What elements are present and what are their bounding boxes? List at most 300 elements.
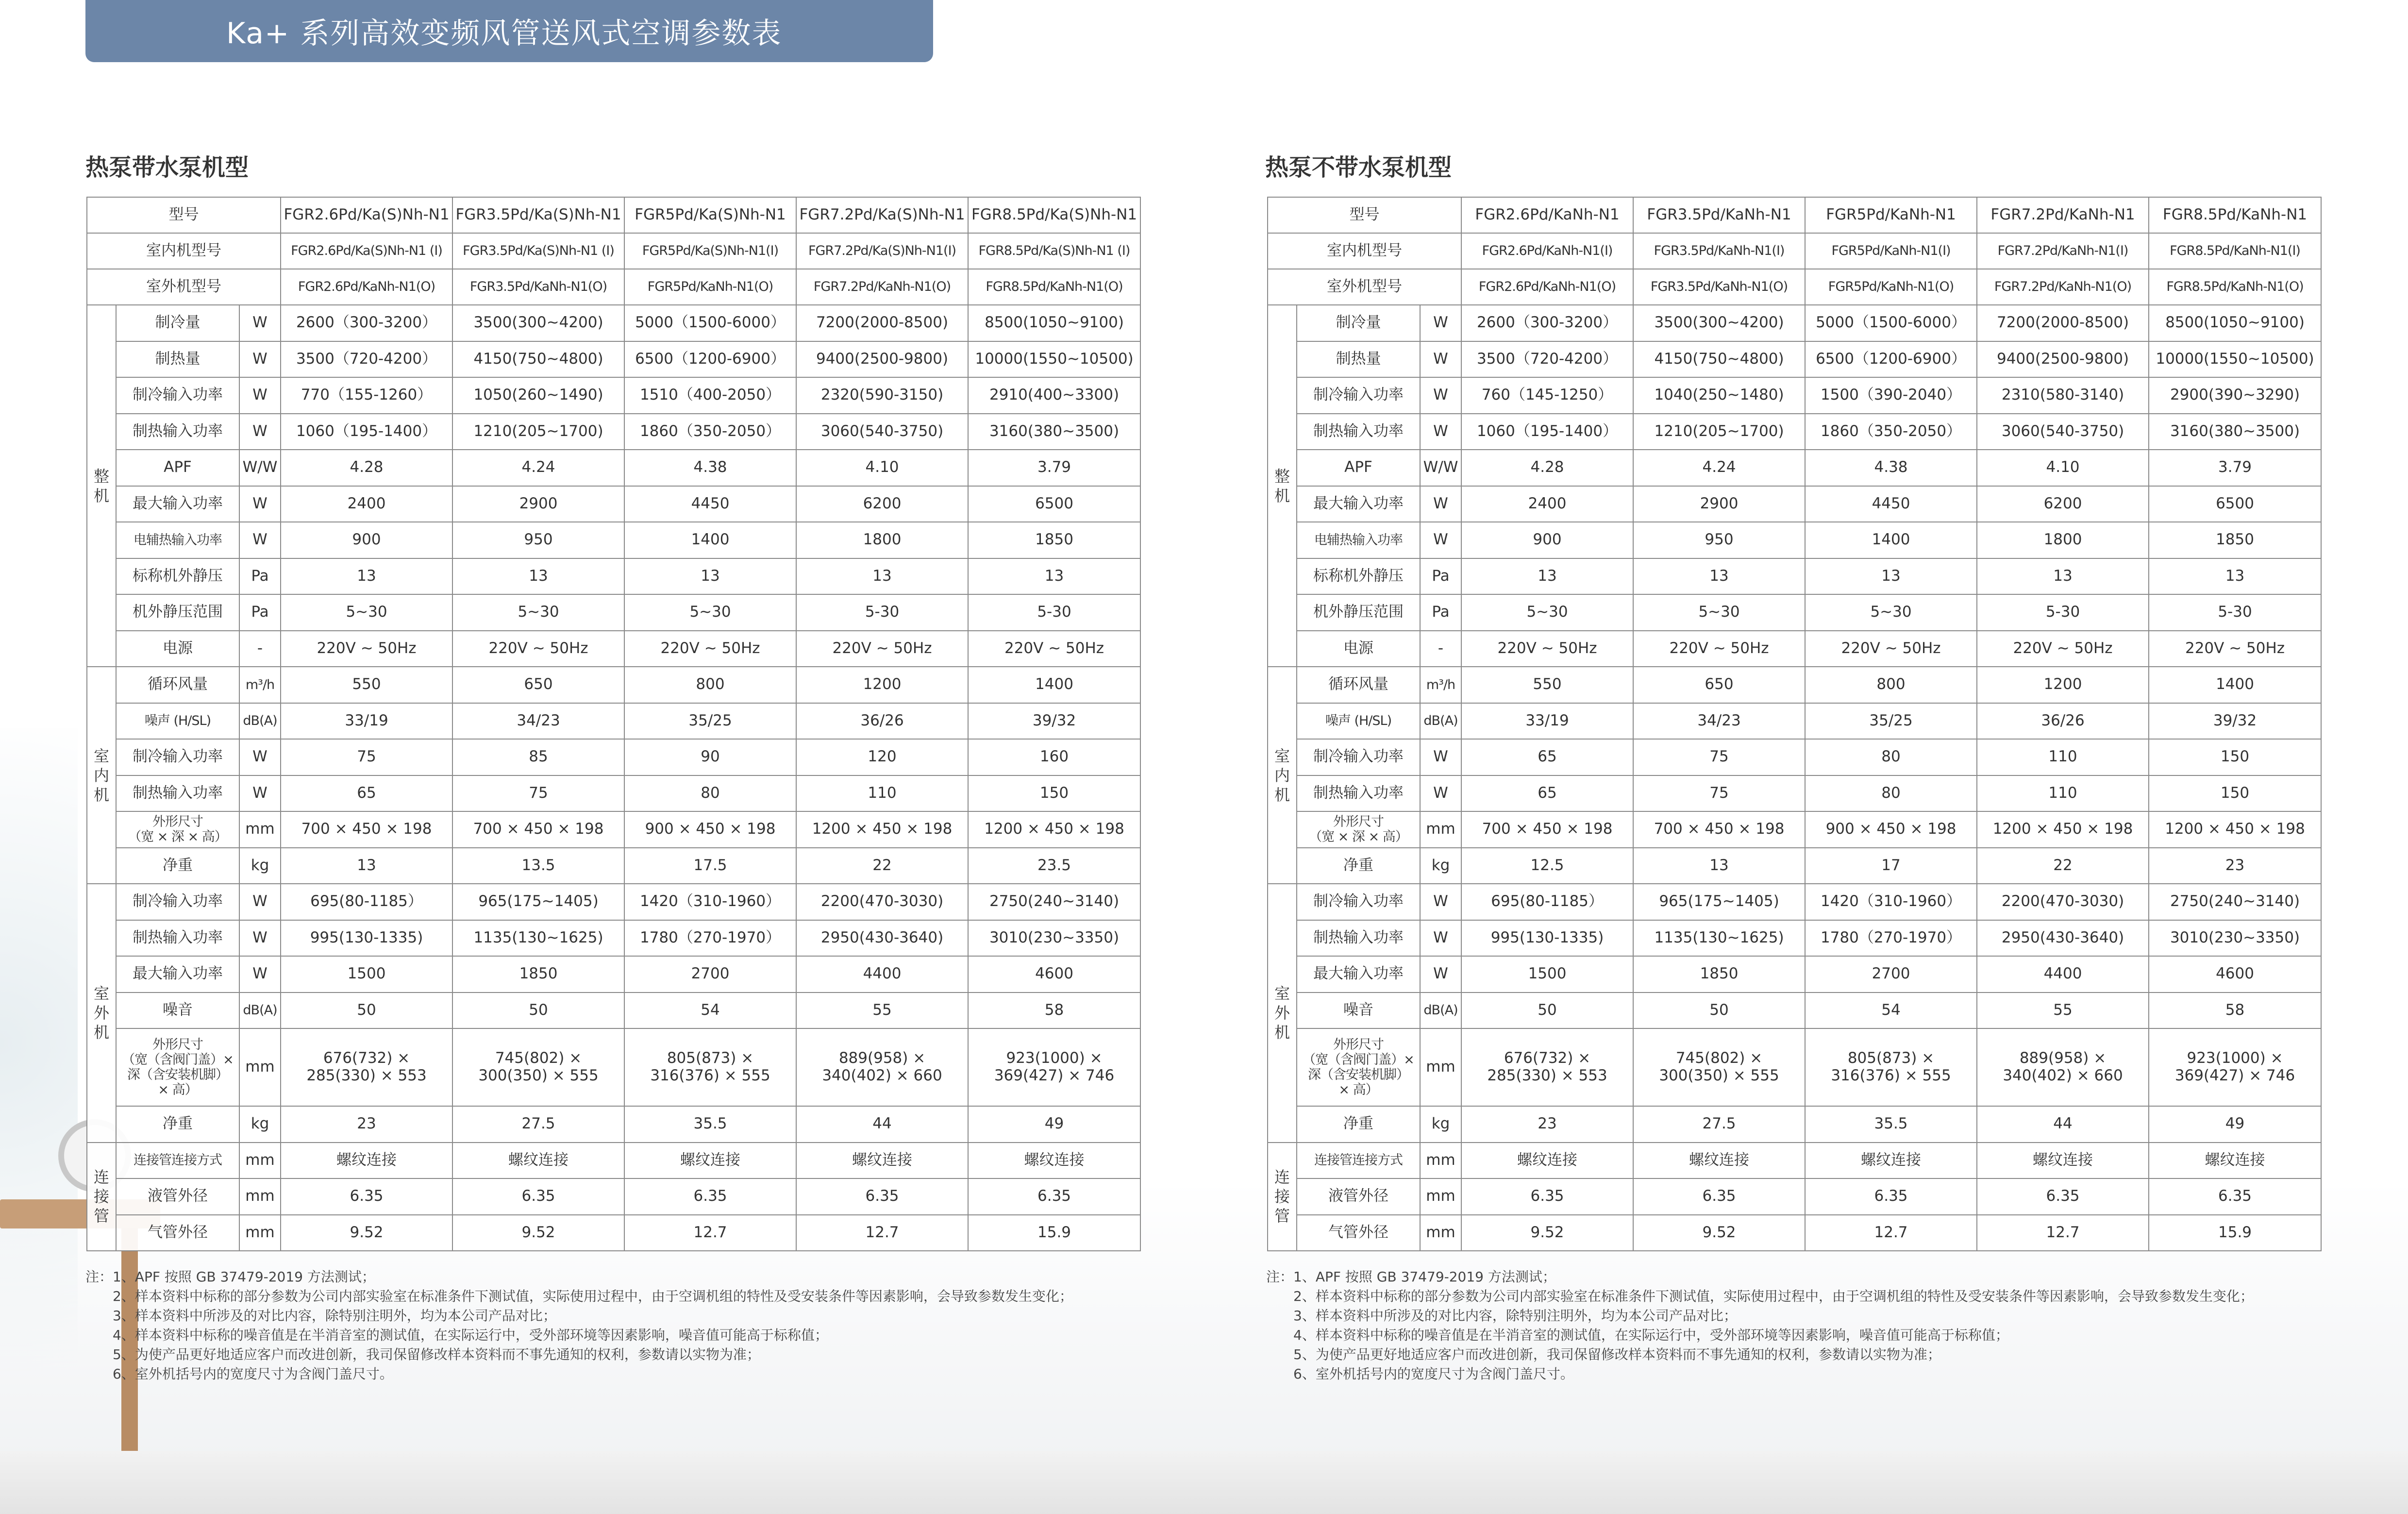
- table-row: [1268, 341, 2321, 378]
- model-cell: FGR2.6Pd/Ka(S)Nh-N1 (I): [281, 233, 452, 269]
- param-label: APF: [116, 450, 239, 486]
- value-cell: 150: [2149, 739, 2321, 775]
- model-cell: FGR3.5Pd/KaNh-N1(O): [452, 269, 624, 305]
- param-label: 制冷量: [116, 305, 239, 341]
- value-cell: 900 × 450 × 198: [1805, 811, 1977, 848]
- value-cell: 3500(300~4200): [452, 305, 624, 341]
- value-cell: 49: [2149, 1106, 2321, 1143]
- value-cell: 923(1000) × 369(427) × 746: [2149, 1028, 2321, 1106]
- value-cell: 2700: [624, 956, 796, 993]
- unit-cell: W: [1420, 920, 1461, 957]
- notes-without-pump: [1266, 1267, 2254, 1384]
- param-label: 电辅热输入功率: [1297, 522, 1420, 558]
- value-cell: 676(732) × 285(330) × 553: [1461, 1028, 1633, 1106]
- unit-cell: mm: [1420, 1215, 1461, 1251]
- value-cell: 9.52: [1633, 1215, 1805, 1251]
- value-cell: 2320(590-3150): [796, 377, 968, 414]
- value-cell: 3010(230~3350): [2149, 920, 2321, 957]
- table-row: [87, 450, 1140, 486]
- value-cell: 6.35: [624, 1178, 796, 1215]
- value-cell: 160: [968, 739, 1140, 775]
- note-line: 5、为使产品更好地适应客户而改进创新，我司保留修改样本资料而不事先通知的权利，参数请以实物为准；: [113, 1346, 760, 1363]
- table-row: [87, 1106, 1140, 1143]
- header-label: 型号: [87, 197, 281, 233]
- unit-cell: W: [1420, 884, 1461, 920]
- table-row: [87, 1215, 1140, 1251]
- param-label: 机外静压范围: [1297, 594, 1420, 631]
- value-cell: 3010(230~3350): [968, 920, 1140, 957]
- model-cell: FGR7.2Pd/KaNh-N1: [1977, 197, 2149, 233]
- value-cell: 5~30: [452, 594, 624, 631]
- value-cell: 6200: [1977, 486, 2149, 522]
- table-row: [87, 341, 1140, 378]
- value-cell: 34/23: [1633, 703, 1805, 740]
- value-cell: 745(802) × 300(350) × 555: [1633, 1028, 1805, 1106]
- table-row: [87, 558, 1140, 595]
- table-row: [87, 920, 1140, 957]
- value-cell: 49: [968, 1106, 1140, 1143]
- value-cell: 65: [1461, 739, 1633, 775]
- model-cell: FGR3.5Pd/Ka(S)Nh-N1 (I): [452, 233, 624, 269]
- unit-cell: W: [239, 377, 281, 414]
- header-row: [1268, 269, 2321, 305]
- value-cell: 1210(205~1700): [452, 414, 624, 450]
- unit-cell: mm: [239, 1215, 281, 1251]
- table-row: [1268, 450, 2321, 486]
- value-cell: 5-30: [796, 594, 968, 631]
- header-row: [1268, 233, 2321, 269]
- group-label: 整 机: [1268, 305, 1297, 667]
- value-cell: 700 × 450 × 198: [452, 811, 624, 848]
- unit-cell: Pa: [1420, 558, 1461, 595]
- value-cell: 5-30: [2149, 594, 2321, 631]
- value-cell: 65: [281, 775, 452, 812]
- value-cell: 13.5: [452, 848, 624, 884]
- param-label: 气管外径: [1297, 1215, 1420, 1251]
- note-line: 2、样本资料中标称的部分参数为公司内部实验室在标准条件下测试值，实际使用过程中，由于空调机组的特性及受安装条件等因素影响，会导致参数发生变化；: [113, 1288, 1073, 1304]
- value-cell: 螺纹连接: [1805, 1143, 1977, 1179]
- model-cell: FGR7.2Pd/KaNh-N1(I): [1977, 233, 2149, 269]
- table-row: [1268, 594, 2321, 631]
- value-cell: 54: [624, 993, 796, 1029]
- value-cell: 44: [1977, 1106, 2149, 1143]
- value-cell: 4.38: [1805, 450, 1977, 486]
- param-label: 制热量: [116, 341, 239, 378]
- value-cell: 50: [1633, 993, 1805, 1029]
- param-label: 制冷输入功率: [116, 884, 239, 920]
- table-row: [87, 1178, 1140, 1215]
- note-line: 6、室外机括号内的宽度尺寸为含阀门盖尺寸。: [113, 1366, 393, 1382]
- value-cell: 1420（310-1960）: [624, 884, 796, 920]
- value-cell: 3500(300~4200): [1633, 305, 1805, 341]
- model-cell: FGR5Pd/Ka(S)Nh-N1(I): [624, 233, 796, 269]
- model-cell: FGR5Pd/KaNh-N1: [1805, 197, 1977, 233]
- param-label: 制冷输入功率: [116, 739, 239, 775]
- notes-with-pump: [85, 1267, 1073, 1384]
- value-cell: 75: [452, 775, 624, 812]
- value-cell: 螺纹连接: [624, 1143, 796, 1179]
- value-cell: 1210(205~1700): [1633, 414, 1805, 450]
- value-cell: 螺纹连接: [968, 1143, 1140, 1179]
- value-cell: 1200: [796, 667, 968, 703]
- table-row: [1268, 558, 2321, 595]
- value-cell: 550: [281, 667, 452, 703]
- value-cell: 15.9: [968, 1215, 1140, 1251]
- value-cell: 13: [1633, 558, 1805, 595]
- value-cell: 55: [796, 993, 968, 1029]
- table-row: [87, 486, 1140, 522]
- table-row: [87, 811, 1140, 848]
- unit-cell: W: [1420, 486, 1461, 522]
- value-cell: 6200: [796, 486, 968, 522]
- table-row: [87, 667, 1140, 703]
- value-cell: 23.5: [968, 848, 1140, 884]
- unit-cell: W: [1420, 377, 1461, 414]
- value-cell: 39/32: [968, 703, 1140, 740]
- value-cell: 27.5: [452, 1106, 624, 1143]
- note-line: 4、样本资料中标称的噪音值是在半消音室的测试值，在实际运行中，受外部环境等因素影响，噪音值可能高于标称值；: [1293, 1327, 2009, 1343]
- param-label: 制冷量: [1297, 305, 1420, 341]
- value-cell: 550: [1461, 667, 1633, 703]
- unit-cell: -: [239, 631, 281, 667]
- value-cell: 3060(540-3750): [1977, 414, 2149, 450]
- param-label: 机外静压范围: [116, 594, 239, 631]
- value-cell: 3160(380~3500): [2149, 414, 2321, 450]
- value-cell: 35/25: [1805, 703, 1977, 740]
- value-cell: 6.35: [1977, 1178, 2149, 1215]
- value-cell: 1850: [2149, 522, 2321, 558]
- value-cell: 1400: [968, 667, 1140, 703]
- unit-cell: W: [239, 739, 281, 775]
- model-cell: FGR2.6Pd/KaNh-N1(I): [1461, 233, 1633, 269]
- unit-cell: W/W: [239, 450, 281, 486]
- value-cell: 7200(2000-8500): [796, 305, 968, 341]
- value-cell: 75: [1633, 775, 1805, 812]
- unit-cell: W: [239, 486, 281, 522]
- value-cell: 2750(240~3140): [968, 884, 1140, 920]
- value-cell: 1510（400-2050）: [624, 377, 796, 414]
- unit-cell: -: [1420, 631, 1461, 667]
- value-cell: 1200 × 450 × 198: [1977, 811, 2149, 848]
- spec-table-with-pump: [86, 197, 1141, 1251]
- group-label: 室 内 机: [1268, 667, 1297, 884]
- value-cell: 805(873) × 316(376) × 555: [624, 1028, 796, 1106]
- value-cell: 220V ~ 50Hz: [796, 631, 968, 667]
- value-cell: 2900: [1633, 486, 1805, 522]
- unit-cell: dB(A): [1420, 703, 1461, 740]
- param-label: 最大输入功率: [1297, 486, 1420, 522]
- table-row: [87, 739, 1140, 775]
- value-cell: 90: [624, 739, 796, 775]
- model-cell: FGR8.5Pd/KaNh-N1(I): [2149, 233, 2321, 269]
- param-label: 制冷输入功率: [1297, 377, 1420, 414]
- table-row: [1268, 1028, 2321, 1106]
- unit-cell: W: [239, 305, 281, 341]
- table-row: [1268, 884, 2321, 920]
- value-cell: 50: [452, 993, 624, 1029]
- value-cell: 12.5: [1461, 848, 1633, 884]
- value-cell: 17: [1805, 848, 1977, 884]
- model-cell: FGR3.5Pd/KaNh-N1: [1633, 197, 1805, 233]
- value-cell: 900: [281, 522, 452, 558]
- unit-cell: mm: [1420, 1028, 1461, 1106]
- value-cell: 1860（350-2050）: [1805, 414, 1977, 450]
- section-heading-without-pump: 热泵不带水泵机型: [1265, 154, 1452, 181]
- table-row: [87, 956, 1140, 993]
- model-cell: FGR7.2Pd/KaNh-N1(O): [796, 269, 968, 305]
- value-cell: 4.10: [796, 450, 968, 486]
- value-cell: 1400: [2149, 667, 2321, 703]
- table-row: [87, 884, 1140, 920]
- value-cell: 39/32: [2149, 703, 2321, 740]
- value-cell: 6.35: [452, 1178, 624, 1215]
- value-cell: 4.28: [1461, 450, 1633, 486]
- value-cell: 995(130-1335): [1461, 920, 1633, 957]
- value-cell: 965(175~1405): [452, 884, 624, 920]
- value-cell: 6500: [2149, 486, 2321, 522]
- value-cell: 950: [1633, 522, 1805, 558]
- table-row: [1268, 1106, 2321, 1143]
- param-label: 制热输入功率: [116, 775, 239, 812]
- value-cell: 220V ~ 50Hz: [968, 631, 1140, 667]
- value-cell: 3.79: [968, 450, 1140, 486]
- value-cell: 2400: [281, 486, 452, 522]
- table-row: [1268, 920, 2321, 957]
- value-cell: 80: [1805, 775, 1977, 812]
- value-cell: 2700: [1805, 956, 1977, 993]
- value-cell: 6.35: [281, 1178, 452, 1215]
- table-row: [1268, 811, 2321, 848]
- value-cell: 110: [1977, 775, 2149, 812]
- value-cell: 760（145-1250）: [1461, 377, 1633, 414]
- param-label: APF: [1297, 450, 1420, 486]
- table-row: [1268, 667, 2321, 703]
- value-cell: 23: [281, 1106, 452, 1143]
- value-cell: 2950(430-3640): [796, 920, 968, 957]
- note-line: 注：1、APF 按照 GB 37479-2019 方法测试；: [85, 1269, 375, 1285]
- spec-table-without-pump: [1267, 197, 2322, 1251]
- background-decoration: [0, 728, 78, 1514]
- value-cell: 50: [281, 993, 452, 1029]
- table-row: [87, 993, 1140, 1029]
- value-cell: 9400(2500-9800): [796, 341, 968, 378]
- value-cell: 1200 × 450 × 198: [968, 811, 1140, 848]
- table-row: [87, 305, 1140, 341]
- value-cell: 900 × 450 × 198: [624, 811, 796, 848]
- value-cell: 2600（300-3200）: [1461, 305, 1633, 341]
- value-cell: 2950(430-3640): [1977, 920, 2149, 957]
- value-cell: 螺纹连接: [796, 1143, 968, 1179]
- value-cell: 2910(400~3300): [968, 377, 1140, 414]
- group-label: 室 外 机: [1268, 884, 1297, 1143]
- value-cell: 695(80-1185）: [1461, 884, 1633, 920]
- value-cell: 4600: [968, 956, 1140, 993]
- value-cell: 13: [1977, 558, 2149, 595]
- param-label: 标称机外静压: [1297, 558, 1420, 595]
- header-row: [1268, 197, 2321, 233]
- value-cell: 4.38: [624, 450, 796, 486]
- param-label: 最大输入功率: [116, 956, 239, 993]
- value-cell: 3500（720-4200）: [1461, 341, 1633, 378]
- unit-cell: Pa: [239, 594, 281, 631]
- value-cell: 3060(540-3750): [796, 414, 968, 450]
- value-cell: 1800: [796, 522, 968, 558]
- value-cell: 5~30: [624, 594, 796, 631]
- value-cell: 58: [968, 993, 1140, 1029]
- value-cell: 4600: [2149, 956, 2321, 993]
- value-cell: 1850: [452, 956, 624, 993]
- value-cell: 5~30: [1461, 594, 1633, 631]
- value-cell: 4.24: [1633, 450, 1805, 486]
- value-cell: 螺纹连接: [1633, 1143, 1805, 1179]
- unit-cell: Pa: [239, 558, 281, 595]
- value-cell: 80: [624, 775, 796, 812]
- unit-cell: W: [239, 414, 281, 450]
- model-cell: FGR8.5Pd/KaNh-N1(O): [2149, 269, 2321, 305]
- header-label: 室外机型号: [87, 269, 281, 305]
- value-cell: 33/19: [281, 703, 452, 740]
- value-cell: 9.52: [1461, 1215, 1633, 1251]
- table-row: [1268, 486, 2321, 522]
- value-cell: 4400: [796, 956, 968, 993]
- value-cell: 85: [452, 739, 624, 775]
- param-label: 噪音: [116, 993, 239, 1029]
- model-cell: FGR5Pd/KaNh-N1(I): [1805, 233, 1977, 269]
- unit-cell: dB(A): [239, 993, 281, 1029]
- value-cell: 13: [968, 558, 1140, 595]
- value-cell: 965(175~1405): [1633, 884, 1805, 920]
- unit-cell: Pa: [1420, 594, 1461, 631]
- param-label: 循环风量: [116, 667, 239, 703]
- group-label: 整 机: [87, 305, 116, 667]
- table-row: [1268, 848, 2321, 884]
- model-cell: FGR8.5Pd/KaNh-N1: [2149, 197, 2321, 233]
- value-cell: 23: [2149, 848, 2321, 884]
- value-cell: 805(873) × 316(376) × 555: [1805, 1028, 1977, 1106]
- value-cell: 923(1000) × 369(427) × 746: [968, 1028, 1140, 1106]
- value-cell: 6.35: [968, 1178, 1140, 1215]
- table-row: [1268, 414, 2321, 450]
- model-cell: FGR3.5Pd/KaNh-N1(O): [1633, 269, 1805, 305]
- value-cell: 3500（720-4200）: [281, 341, 452, 378]
- value-cell: 6500: [968, 486, 1140, 522]
- value-cell: 650: [452, 667, 624, 703]
- param-label: 制冷输入功率: [1297, 884, 1420, 920]
- param-label: 连接管连接方式: [116, 1143, 239, 1179]
- value-cell: 150: [2149, 775, 2321, 812]
- unit-cell: W: [1420, 522, 1461, 558]
- value-cell: 4.24: [452, 450, 624, 486]
- value-cell: 2200(470-3030): [1977, 884, 2149, 920]
- value-cell: 650: [1633, 667, 1805, 703]
- value-cell: 4450: [1805, 486, 1977, 522]
- value-cell: 58: [2149, 993, 2321, 1029]
- value-cell: 6.35: [1805, 1178, 1977, 1215]
- value-cell: 10000(1550~10500): [2149, 341, 2321, 378]
- value-cell: 700 × 450 × 198: [281, 811, 452, 848]
- value-cell: 5000（1500-6000）: [624, 305, 796, 341]
- value-cell: 12.7: [796, 1215, 968, 1251]
- header-row: [87, 233, 1140, 269]
- table-row: [1268, 956, 2321, 993]
- value-cell: 33/19: [1461, 703, 1633, 740]
- value-cell: 220V ~ 50Hz: [2149, 631, 2321, 667]
- value-cell: 13: [2149, 558, 2321, 595]
- value-cell: 220V ~ 50Hz: [1461, 631, 1633, 667]
- table-row: [1268, 703, 2321, 740]
- value-cell: 3.79: [2149, 450, 2321, 486]
- value-cell: 9400(2500-9800): [1977, 341, 2149, 378]
- table-row: [1268, 775, 2321, 812]
- value-cell: 220V ~ 50Hz: [1977, 631, 2149, 667]
- table-row: [87, 631, 1140, 667]
- param-label: 连接管连接方式: [1297, 1143, 1420, 1179]
- table-row: [1268, 1143, 2321, 1179]
- param-label: 电源: [116, 631, 239, 667]
- value-cell: 13: [796, 558, 968, 595]
- value-cell: 7200(2000-8500): [1977, 305, 2149, 341]
- note-line: 4、样本资料中标称的噪音值是在半消音室的测试值，在实际运行中，受外部环境等因素影响，噪音值可能高于标称值；: [113, 1327, 828, 1343]
- value-cell: 1850: [1633, 956, 1805, 993]
- unit-cell: kg: [239, 848, 281, 884]
- page-title: Ka+ 系列高效变频风管送风式空调参数表: [226, 17, 782, 50]
- value-cell: 1400: [624, 522, 796, 558]
- value-cell: 80: [1805, 739, 1977, 775]
- model-cell: FGR2.6Pd/Ka(S)Nh-N1: [281, 197, 452, 233]
- value-cell: 1500（390-2040）: [1805, 377, 1977, 414]
- section-heading-with-pump: 热泵带水泵机型: [85, 154, 249, 181]
- param-label: 气管外径: [116, 1215, 239, 1251]
- param-label: 净重: [116, 1106, 239, 1143]
- table-row: [87, 1143, 1140, 1179]
- model-cell: FGR7.2Pd/Ka(S)Nh-N1: [796, 197, 968, 233]
- table-row: [87, 703, 1140, 740]
- value-cell: 12.7: [1977, 1215, 2149, 1251]
- table-row: [1268, 1178, 2321, 1215]
- unit-cell: kg: [239, 1106, 281, 1143]
- table-row: [1268, 993, 2321, 1029]
- value-cell: 螺纹连接: [2149, 1143, 2321, 1179]
- param-label: 外形尺寸 （宽（含阀门盖）× 深（含安装机脚） × 高）: [116, 1028, 239, 1106]
- table-row: [1268, 377, 2321, 414]
- value-cell: 1200 × 450 × 198: [796, 811, 968, 848]
- value-cell: 1050(260~1490): [452, 377, 624, 414]
- group-label: 连 接 管: [87, 1143, 116, 1251]
- unit-cell: dB(A): [239, 703, 281, 740]
- param-label: 液管外径: [1297, 1178, 1420, 1215]
- value-cell: 螺纹连接: [452, 1143, 624, 1179]
- value-cell: 120: [796, 739, 968, 775]
- value-cell: 35/25: [624, 703, 796, 740]
- value-cell: 8500(1050~9100): [968, 305, 1140, 341]
- table-row: [87, 522, 1140, 558]
- value-cell: 889(958) × 340(402) × 660: [1977, 1028, 2149, 1106]
- unit-cell: kg: [1420, 1106, 1461, 1143]
- header-row: [87, 269, 1140, 305]
- param-label: 外形尺寸 （宽 × 深 × 高）: [116, 811, 239, 848]
- unit-cell: kg: [1420, 848, 1461, 884]
- value-cell: 1780（270-1970）: [1805, 920, 1977, 957]
- unit-cell: mm: [239, 1143, 281, 1179]
- header-label: 室内机型号: [87, 233, 281, 269]
- value-cell: 110: [1977, 739, 2149, 775]
- value-cell: 27.5: [1633, 1106, 1805, 1143]
- value-cell: 36/26: [796, 703, 968, 740]
- value-cell: 5000（1500-6000）: [1805, 305, 1977, 341]
- value-cell: 4.28: [281, 450, 452, 486]
- param-label: 净重: [1297, 848, 1420, 884]
- param-label: 外形尺寸 （宽（含阀门盖）× 深（含安装机脚） × 高）: [1297, 1028, 1420, 1106]
